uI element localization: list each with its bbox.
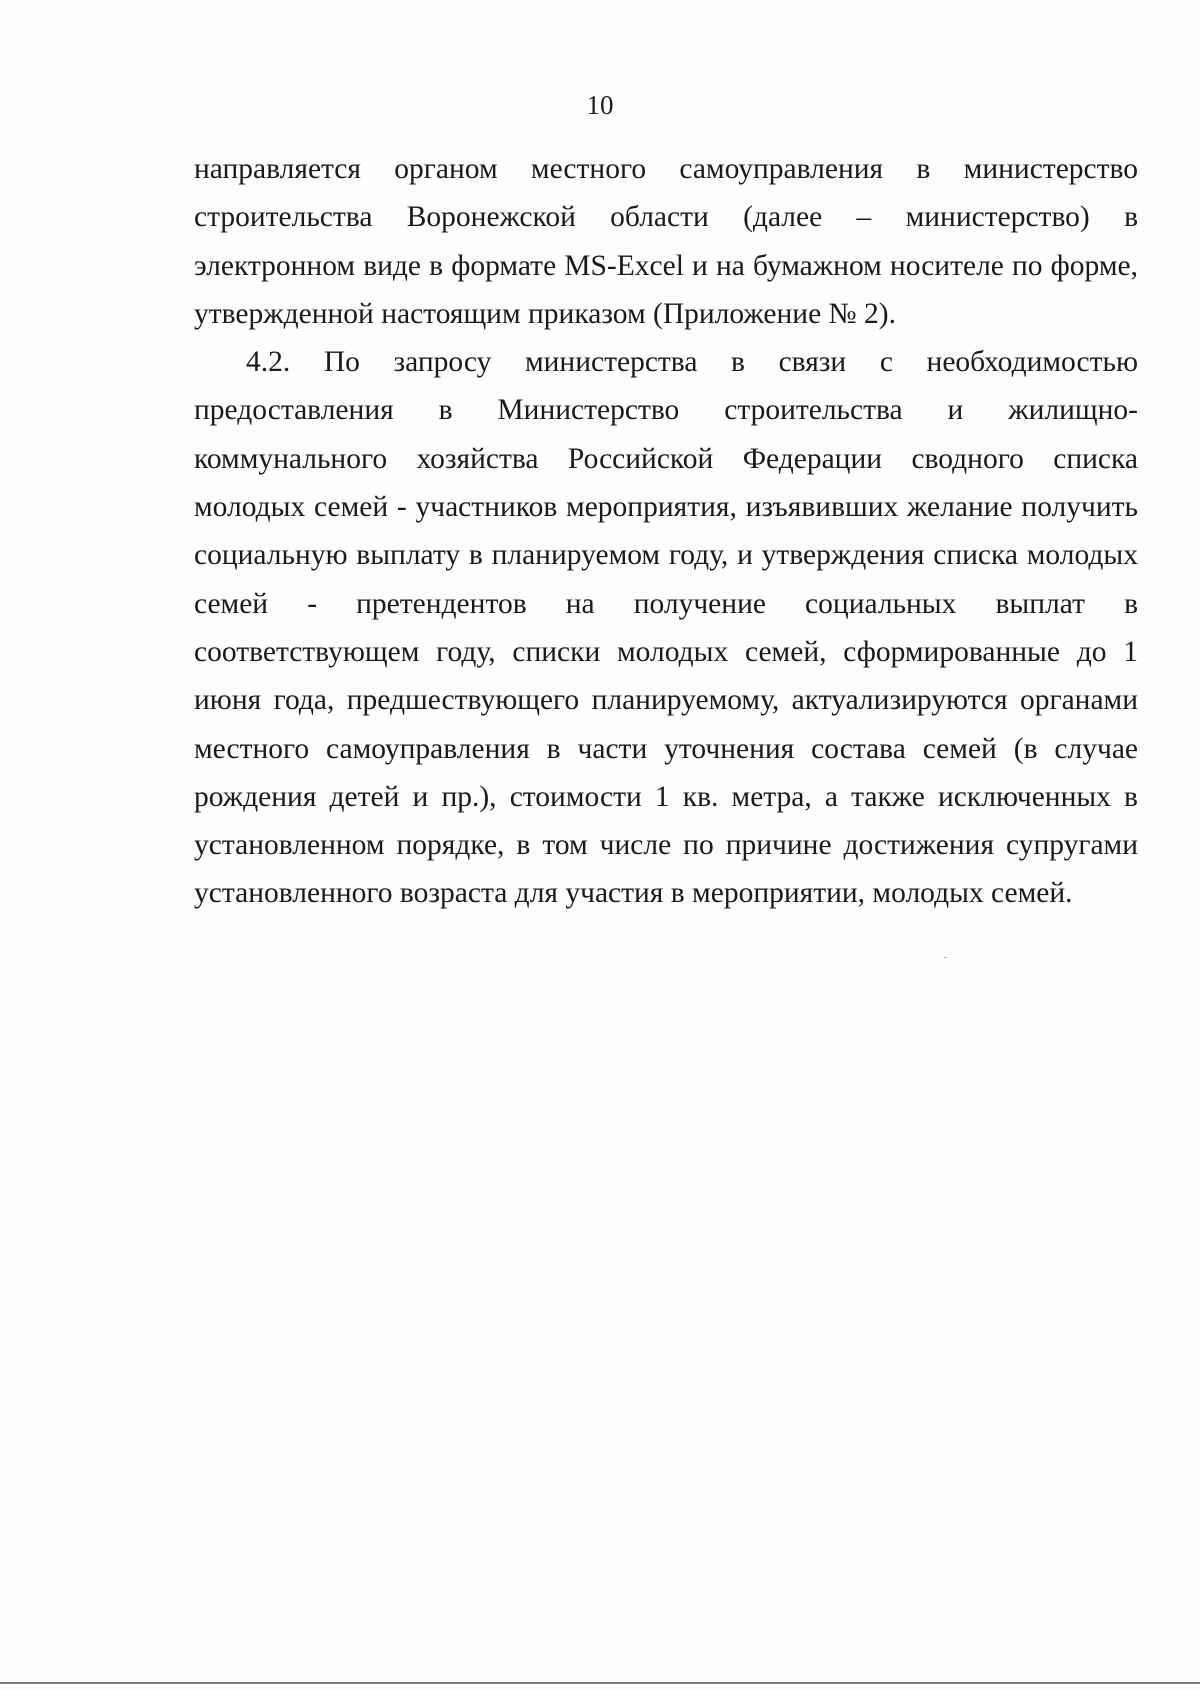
paragraph-continuation: направляется органом местного самоуправления в министерство строительства Воронежской области (далее – министерство) в электронном виде в формате MS-Excel и на бумажном носителе по форме, утвержденной настоящим приказом (Приложение № 2). [194,153,1138,330]
scan-bottom-edge-line [0,1682,1200,1684]
page-number: 10 [586,90,614,120]
document-body [194,145,1138,918]
scan-speck [944,957,947,958]
paragraph-4-2: 4.2. По запросу министерства в связи с необходимостью предоставления в Министерство строительства и жилищно-коммунального хозяйства Российской Федерации сводного списка молодых семей - участников мероприятия, изъявивших желание получить социальную выплату в планируемом году, и утверждения списка молодых семей - претендентов на получение социальных выплат в соответствующем году, списки молодых семей, сформированные до 1 июня года, предшествующего планируемому, актуализируются органами местного самоуправления в части уточнения состава семей (в случае рождения детей и пр.), стоимости 1 кв. метра, а также исключенных в установленном порядке, в том числе по причине достижения супругами установленного возраста для участия в мероприятии, молодых семей. [194,346,1138,910]
